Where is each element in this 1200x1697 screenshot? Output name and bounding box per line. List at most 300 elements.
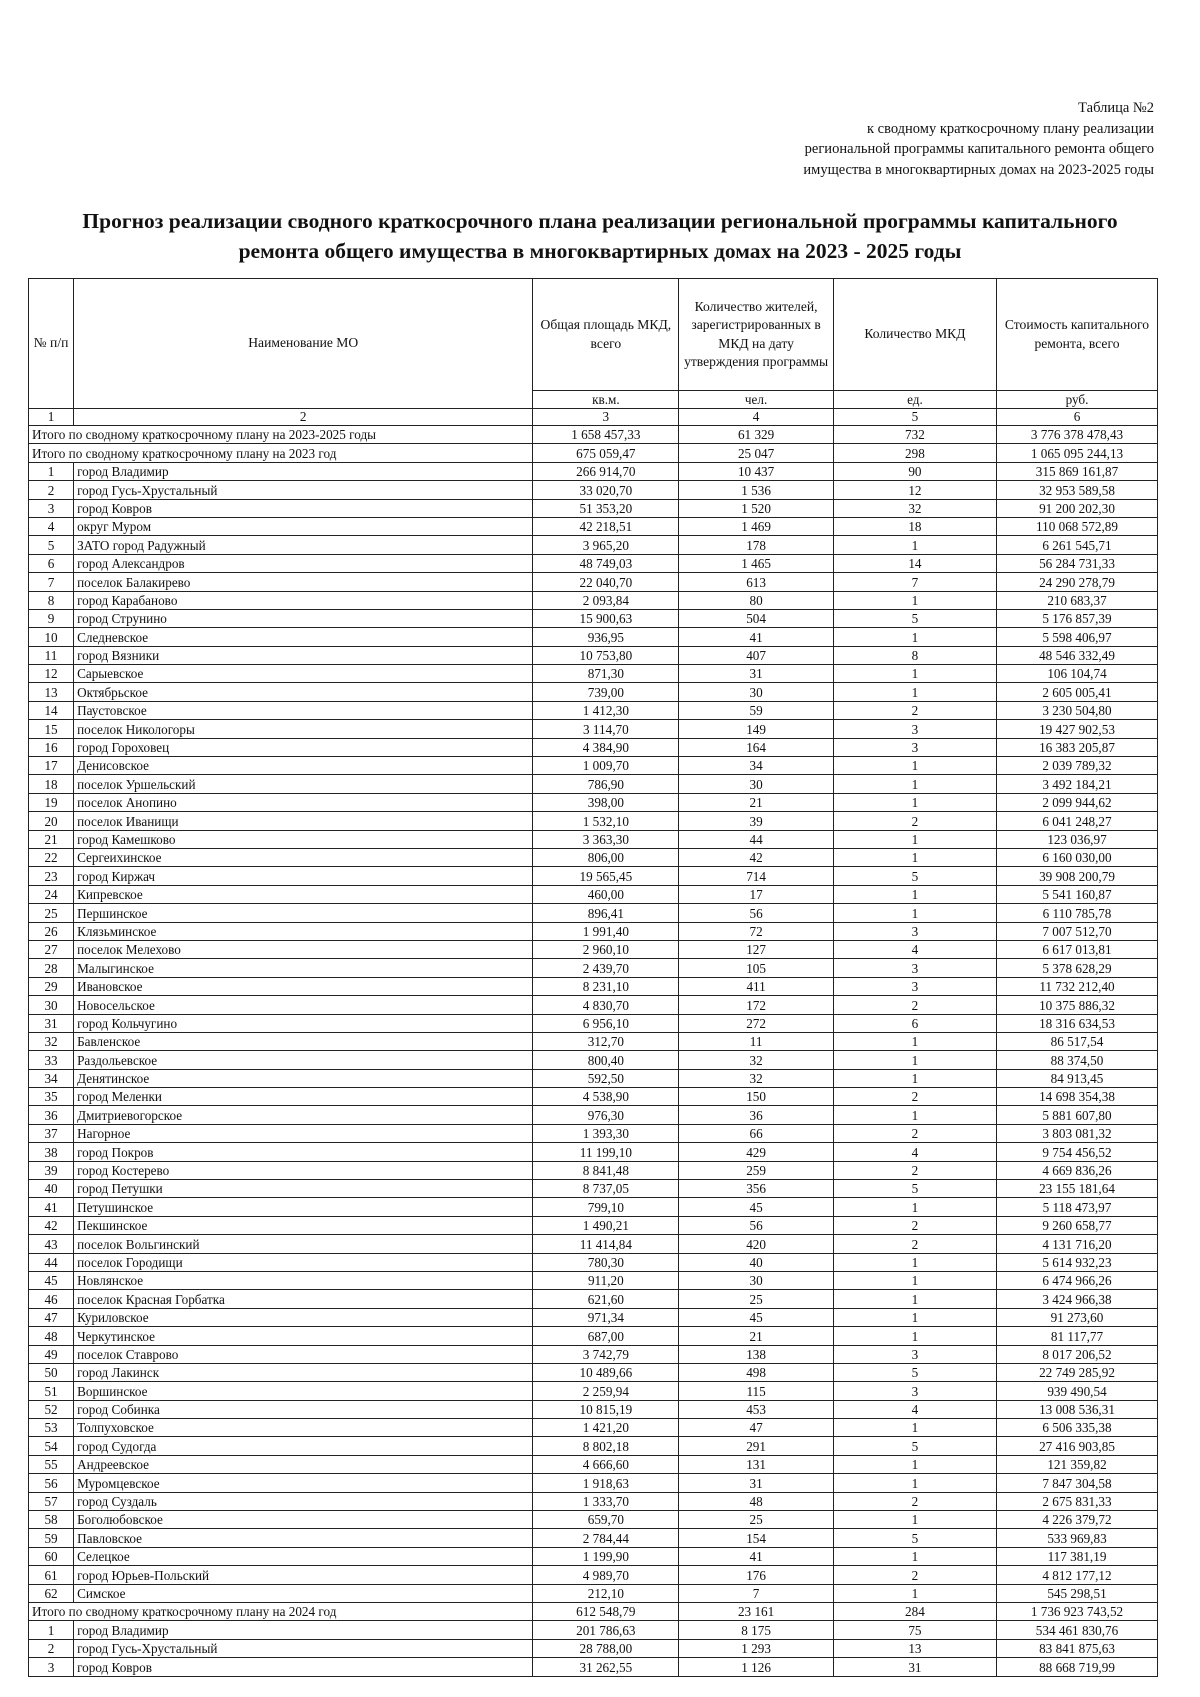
header-residents: Количество жителей, зарегистрированных в МКД на дату утверждения программы <box>679 279 834 391</box>
row-number: 61 <box>29 1566 74 1584</box>
municipality-name: Клязьминское <box>74 922 533 940</box>
row-number: 5 <box>29 536 74 554</box>
row-number: 27 <box>29 940 74 958</box>
table-row <box>29 1180 1158 1198</box>
total-area: 786,90 <box>533 775 679 793</box>
mkd-count: 75 <box>833 1621 996 1639</box>
title-line: ремонта общего имущества в многоквартирных домах на 2023 - 2025 годы <box>238 239 962 263</box>
municipality-name: город Меленки <box>74 1088 533 1106</box>
row-number: 8 <box>29 591 74 609</box>
municipality-name: город Суздаль <box>74 1492 533 1510</box>
table-row <box>29 830 1158 848</box>
residents-count: 17 <box>679 885 834 903</box>
table-row <box>29 1290 1158 1308</box>
municipality-name: поселок Никологоры <box>74 720 533 738</box>
mkd-count: 1 <box>833 1455 996 1473</box>
repair-cost: 9 754 456,52 <box>996 1143 1157 1161</box>
mkd-count: 2 <box>833 812 996 830</box>
residents-count: 176 <box>679 1566 834 1584</box>
total-area: 592,50 <box>533 1069 679 1087</box>
row-number: 34 <box>29 1069 74 1087</box>
total-area: 1 490,21 <box>533 1216 679 1234</box>
residents-count: 172 <box>679 996 834 1014</box>
row-number: 15 <box>29 720 74 738</box>
mkd-count: 7 <box>833 573 996 591</box>
total-area: 42 218,51 <box>533 517 679 535</box>
total-area: 31 262,55 <box>533 1658 679 1676</box>
residents-count: 30 <box>679 775 834 793</box>
table-row <box>29 812 1158 830</box>
municipality-name: Ивановское <box>74 977 533 995</box>
mkd-count: 3 <box>833 922 996 940</box>
residents-count: 25 047 <box>679 444 834 462</box>
total-area: 11 414,84 <box>533 1235 679 1253</box>
repair-cost: 110 068 572,89 <box>996 517 1157 535</box>
total-area: 3 965,20 <box>533 536 679 554</box>
municipality-name: поселок Городищи <box>74 1253 533 1271</box>
table-row <box>29 665 1158 683</box>
table-row <box>29 1051 1158 1069</box>
total-area: 10 815,19 <box>533 1400 679 1418</box>
repair-cost: 2 039 789,32 <box>996 757 1157 775</box>
residents-count: 164 <box>679 738 834 756</box>
mkd-count: 1 <box>833 591 996 609</box>
mkd-count: 1 <box>833 1106 996 1124</box>
mkd-count: 1 <box>833 628 996 646</box>
residents-count: 149 <box>679 720 834 738</box>
residents-count: 178 <box>679 536 834 554</box>
table-row <box>29 1566 1158 1584</box>
municipality-name: Пекшинское <box>74 1216 533 1234</box>
row-number: 24 <box>29 885 74 903</box>
mkd-count: 6 <box>833 1014 996 1032</box>
header-name: Наименование МО <box>74 279 533 409</box>
mkd-count: 2 <box>833 701 996 719</box>
residents-count: 714 <box>679 867 834 885</box>
header-mkd: Количество МКД <box>833 279 996 391</box>
total-area: 936,95 <box>533 628 679 646</box>
row-number: 43 <box>29 1235 74 1253</box>
repair-cost: 3 424 966,38 <box>996 1290 1157 1308</box>
table-row <box>29 646 1158 664</box>
column-number: 1 <box>29 409 74 426</box>
table-row <box>29 1345 1158 1363</box>
total-area: 896,41 <box>533 904 679 922</box>
mkd-count: 31 <box>833 1658 996 1676</box>
residents-count: 56 <box>679 904 834 922</box>
municipality-name: Кипревское <box>74 885 533 903</box>
municipality-name: округ Муром <box>74 517 533 535</box>
residents-count: 25 <box>679 1511 834 1529</box>
municipality-name: город Струнино <box>74 609 533 627</box>
row-number: 1 <box>29 1621 74 1639</box>
unit-mkd: ед. <box>833 391 996 409</box>
repair-cost: 10 375 886,32 <box>996 996 1157 1014</box>
total-area: 3 114,70 <box>533 720 679 738</box>
residents-count: 30 <box>679 1271 834 1289</box>
mkd-count: 732 <box>833 426 996 444</box>
total-area: 3 363,30 <box>533 830 679 848</box>
repair-cost: 56 284 731,33 <box>996 554 1157 572</box>
row-number: 47 <box>29 1308 74 1326</box>
total-area: 8 231,10 <box>533 977 679 995</box>
total-row <box>29 444 1158 462</box>
table-row <box>29 1069 1158 1087</box>
repair-cost: 315 869 161,87 <box>996 462 1157 480</box>
total-area: 2 784,44 <box>533 1529 679 1547</box>
municipality-name: город Судогда <box>74 1437 533 1455</box>
repair-cost: 7 847 304,58 <box>996 1474 1157 1492</box>
repair-cost: 84 913,45 <box>996 1069 1157 1087</box>
municipality-name: Денятинское <box>74 1069 533 1087</box>
residents-count: 407 <box>679 646 834 664</box>
mkd-count: 2 <box>833 1088 996 1106</box>
total-area: 806,00 <box>533 848 679 866</box>
table-row <box>29 1437 1158 1455</box>
mkd-count: 12 <box>833 481 996 499</box>
repair-cost: 534 461 830,76 <box>996 1621 1157 1639</box>
residents-count: 1 536 <box>679 481 834 499</box>
municipality-name: город Киржач <box>74 867 533 885</box>
mkd-count: 1 <box>833 1253 996 1271</box>
table-row <box>29 1639 1158 1657</box>
municipality-name: поселок Иванищи <box>74 812 533 830</box>
municipality-name: поселок Уршельский <box>74 775 533 793</box>
repair-cost: 4 812 177,12 <box>996 1566 1157 1584</box>
repair-cost: 3 230 504,80 <box>996 701 1157 719</box>
residents-count: 32 <box>679 1051 834 1069</box>
repair-cost: 32 953 589,58 <box>996 481 1157 499</box>
table-row <box>29 1455 1158 1473</box>
repair-cost: 91 273,60 <box>996 1308 1157 1326</box>
mkd-count: 3 <box>833 1345 996 1363</box>
mkd-count: 32 <box>833 499 996 517</box>
row-number: 3 <box>29 1658 74 1676</box>
total-label: Итого по сводному краткосрочному плану на 2024 год <box>29 1603 533 1621</box>
mkd-count: 1 <box>833 1474 996 1492</box>
table-row <box>29 793 1158 811</box>
table-row <box>29 775 1158 793</box>
row-number: 12 <box>29 665 74 683</box>
row-number: 30 <box>29 996 74 1014</box>
municipality-name: город Покров <box>74 1143 533 1161</box>
mkd-count: 4 <box>833 940 996 958</box>
table-row <box>29 1474 1158 1492</box>
table-row <box>29 1327 1158 1345</box>
row-number: 22 <box>29 848 74 866</box>
column-number: 3 <box>533 409 679 426</box>
municipality-name: поселок Анопино <box>74 793 533 811</box>
mkd-count: 1 <box>833 1069 996 1087</box>
repair-cost: 91 200 202,30 <box>996 499 1157 517</box>
mkd-count: 2 <box>833 1235 996 1253</box>
mkd-count: 5 <box>833 1437 996 1455</box>
residents-count: 59 <box>679 701 834 719</box>
mkd-count: 3 <box>833 977 996 995</box>
table-row <box>29 1088 1158 1106</box>
total-area: 8 802,18 <box>533 1437 679 1455</box>
municipality-name: Дмитриевогорское <box>74 1106 533 1124</box>
municipality-name: Першинское <box>74 904 533 922</box>
mkd-count: 1 <box>833 848 996 866</box>
mkd-count: 18 <box>833 517 996 535</box>
table-row <box>29 701 1158 719</box>
row-number: 14 <box>29 701 74 719</box>
mkd-count: 1 <box>833 1511 996 1529</box>
total-area: 460,00 <box>533 885 679 903</box>
repair-cost: 2 605 005,41 <box>996 683 1157 701</box>
total-area: 28 788,00 <box>533 1639 679 1657</box>
column-number: 5 <box>833 409 996 426</box>
row-number: 13 <box>29 683 74 701</box>
residents-count: 150 <box>679 1088 834 1106</box>
municipality-name: поселок Ставрово <box>74 1345 533 1363</box>
total-area: 800,40 <box>533 1051 679 1069</box>
municipality-name: поселок Красная Горбатка <box>74 1290 533 1308</box>
column-number: 6 <box>996 409 1157 426</box>
caption-line: региональной программы капитального ремонта общего <box>804 141 1154 157</box>
total-area: 312,70 <box>533 1032 679 1050</box>
residents-count: 36 <box>679 1106 834 1124</box>
mkd-count: 1 <box>833 1032 996 1050</box>
row-number: 31 <box>29 1014 74 1032</box>
repair-cost: 4 226 379,72 <box>996 1511 1157 1529</box>
row-number: 41 <box>29 1198 74 1216</box>
total-area: 212,10 <box>533 1584 679 1602</box>
municipality-name: город Петушки <box>74 1180 533 1198</box>
repair-cost: 4 131 716,20 <box>996 1235 1157 1253</box>
municipality-name: город Кольчугино <box>74 1014 533 1032</box>
row-number: 2 <box>29 481 74 499</box>
residents-count: 21 <box>679 793 834 811</box>
mkd-count: 1 <box>833 1584 996 1602</box>
residents-count: 259 <box>679 1161 834 1179</box>
total-area: 8 737,05 <box>533 1180 679 1198</box>
residents-count: 42 <box>679 848 834 866</box>
residents-count: 7 <box>679 1584 834 1602</box>
residents-count: 80 <box>679 591 834 609</box>
repair-cost: 14 698 354,38 <box>996 1088 1157 1106</box>
table-row <box>29 1106 1158 1124</box>
residents-count: 138 <box>679 1345 834 1363</box>
mkd-count: 1 <box>833 683 996 701</box>
municipality-name: Сергеихинское <box>74 848 533 866</box>
residents-count: 41 <box>679 628 834 646</box>
residents-count: 420 <box>679 1235 834 1253</box>
repair-cost: 106 104,74 <box>996 665 1157 683</box>
repair-cost: 5 176 857,39 <box>996 609 1157 627</box>
total-row <box>29 426 1158 444</box>
residents-count: 8 175 <box>679 1621 834 1639</box>
total-area: 675 059,47 <box>533 444 679 462</box>
mkd-count: 1 <box>833 830 996 848</box>
table-row <box>29 1584 1158 1602</box>
column-number: 4 <box>679 409 834 426</box>
repair-cost: 8 017 206,52 <box>996 1345 1157 1363</box>
table-row <box>29 1419 1158 1437</box>
municipality-name: город Вязники <box>74 646 533 664</box>
residents-count: 32 <box>679 1069 834 1087</box>
table-row <box>29 628 1158 646</box>
row-number: 57 <box>29 1492 74 1510</box>
repair-cost: 2 675 831,33 <box>996 1492 1157 1510</box>
total-area: 4 538,90 <box>533 1088 679 1106</box>
repair-cost: 2 099 944,62 <box>996 793 1157 811</box>
residents-count: 56 <box>679 1216 834 1234</box>
header-cost: Стоимость капитального ремонта, всего <box>996 279 1157 391</box>
mkd-count: 2 <box>833 996 996 1014</box>
municipality-name: город Собинка <box>74 1400 533 1418</box>
row-number: 49 <box>29 1345 74 1363</box>
total-area: 976,30 <box>533 1106 679 1124</box>
total-area: 10 489,66 <box>533 1363 679 1381</box>
municipality-name: Боголюбовское <box>74 1511 533 1529</box>
row-number: 46 <box>29 1290 74 1308</box>
municipality-name: Денисовское <box>74 757 533 775</box>
mkd-count: 1 <box>833 1271 996 1289</box>
row-number: 32 <box>29 1032 74 1050</box>
municipality-name: Андреевское <box>74 1455 533 1473</box>
total-area: 1 199,90 <box>533 1547 679 1565</box>
repair-cost: 1 065 095 244,13 <box>996 444 1157 462</box>
residents-count: 291 <box>679 1437 834 1455</box>
row-number: 62 <box>29 1584 74 1602</box>
total-area: 1 532,10 <box>533 812 679 830</box>
total-area: 4 666,60 <box>533 1455 679 1473</box>
mkd-count: 1 <box>833 1308 996 1326</box>
row-number: 7 <box>29 573 74 591</box>
mkd-count: 3 <box>833 959 996 977</box>
residents-count: 31 <box>679 665 834 683</box>
table-row <box>29 499 1158 517</box>
residents-count: 48 <box>679 1492 834 1510</box>
row-number: 45 <box>29 1271 74 1289</box>
caption-line: к сводному краткосрочному плану реализации <box>866 120 1154 137</box>
table-row <box>29 904 1158 922</box>
total-area: 780,30 <box>533 1253 679 1271</box>
row-number: 9 <box>29 609 74 627</box>
total-area: 1 991,40 <box>533 922 679 940</box>
municipality-name: город Владимир <box>74 1621 533 1639</box>
repair-cost: 86 517,54 <box>996 1032 1157 1050</box>
residents-count: 613 <box>679 573 834 591</box>
repair-cost: 6 506 335,38 <box>996 1419 1157 1437</box>
row-number: 60 <box>29 1547 74 1565</box>
table-row <box>29 462 1158 480</box>
repair-cost: 533 969,83 <box>996 1529 1157 1547</box>
residents-count: 453 <box>679 1400 834 1418</box>
unit-residents: чел. <box>679 391 834 409</box>
repair-cost: 81 117,77 <box>996 1327 1157 1345</box>
table-row <box>29 1198 1158 1216</box>
mkd-count: 5 <box>833 1529 996 1547</box>
municipality-name: Бавленское <box>74 1032 533 1050</box>
municipality-name: город Гусь-Хрустальный <box>74 481 533 499</box>
row-number: 55 <box>29 1455 74 1473</box>
municipality-name: город Владимир <box>74 462 533 480</box>
total-area: 15 900,63 <box>533 609 679 627</box>
municipality-name: город Ковров <box>74 1658 533 1676</box>
mkd-count: 1 <box>833 536 996 554</box>
row-number: 6 <box>29 554 74 572</box>
table-row <box>29 1308 1158 1326</box>
municipality-name: город Юрьев-Польский <box>74 1566 533 1584</box>
mkd-count: 14 <box>833 554 996 572</box>
table-row <box>29 683 1158 701</box>
residents-count: 40 <box>679 1253 834 1271</box>
municipality-name: поселок Балакирево <box>74 573 533 591</box>
row-number: 21 <box>29 830 74 848</box>
municipality-name: Раздольевское <box>74 1051 533 1069</box>
mkd-count: 8 <box>833 646 996 664</box>
repair-cost: 5 541 160,87 <box>996 885 1157 903</box>
table-row <box>29 609 1158 627</box>
row-number: 10 <box>29 628 74 646</box>
residents-count: 1 293 <box>679 1639 834 1657</box>
repair-cost: 5 118 473,97 <box>996 1198 1157 1216</box>
residents-count: 127 <box>679 940 834 958</box>
unit-cost: руб. <box>996 391 1157 409</box>
residents-count: 11 <box>679 1032 834 1050</box>
total-area: 1 412,30 <box>533 701 679 719</box>
repair-cost: 88 374,50 <box>996 1051 1157 1069</box>
mkd-count: 2 <box>833 1492 996 1510</box>
municipality-name: Новлянское <box>74 1271 533 1289</box>
row-number: 48 <box>29 1327 74 1345</box>
row-number: 17 <box>29 757 74 775</box>
table-row <box>29 720 1158 738</box>
residents-count: 31 <box>679 1474 834 1492</box>
mkd-count: 2 <box>833 1216 996 1234</box>
repair-cost: 123 036,97 <box>996 830 1157 848</box>
caption-line: имущества в многоквартирных домах на 2023-2025 годы <box>803 161 1154 178</box>
mkd-count: 1 <box>833 665 996 683</box>
municipality-name: Паустовское <box>74 701 533 719</box>
residents-count: 115 <box>679 1382 834 1400</box>
repair-cost: 48 546 332,49 <box>996 646 1157 664</box>
row-number: 35 <box>29 1088 74 1106</box>
residents-count: 429 <box>679 1143 834 1161</box>
municipality-name: город Гороховец <box>74 738 533 756</box>
residents-count: 1 520 <box>679 499 834 517</box>
repair-cost: 121 359,82 <box>996 1455 1157 1473</box>
residents-count: 272 <box>679 1014 834 1032</box>
table-row <box>29 1658 1158 1676</box>
row-number: 38 <box>29 1143 74 1161</box>
municipality-name: Симское <box>74 1584 533 1602</box>
repair-cost: 210 683,37 <box>996 591 1157 609</box>
repair-cost: 7 007 512,70 <box>996 922 1157 940</box>
total-area: 612 548,79 <box>533 1603 679 1621</box>
table-row <box>29 1271 1158 1289</box>
total-area: 201 786,63 <box>533 1621 679 1639</box>
total-area: 2 960,10 <box>533 940 679 958</box>
row-number: 50 <box>29 1363 74 1381</box>
table-row <box>29 1382 1158 1400</box>
total-area: 8 841,48 <box>533 1161 679 1179</box>
residents-count: 10 437 <box>679 462 834 480</box>
table-row <box>29 481 1158 499</box>
repair-cost: 1 736 923 743,52 <box>996 1603 1157 1621</box>
repair-cost: 5 378 628,29 <box>996 959 1157 977</box>
data-table <box>28 278 1158 1677</box>
total-area: 687,00 <box>533 1327 679 1345</box>
header-area: Общая площадь МКД, всего <box>533 279 679 391</box>
repair-cost: 6 041 248,27 <box>996 812 1157 830</box>
municipality-name: Малыгинское <box>74 959 533 977</box>
residents-count: 30 <box>679 683 834 701</box>
repair-cost: 3 776 378 478,43 <box>996 426 1157 444</box>
